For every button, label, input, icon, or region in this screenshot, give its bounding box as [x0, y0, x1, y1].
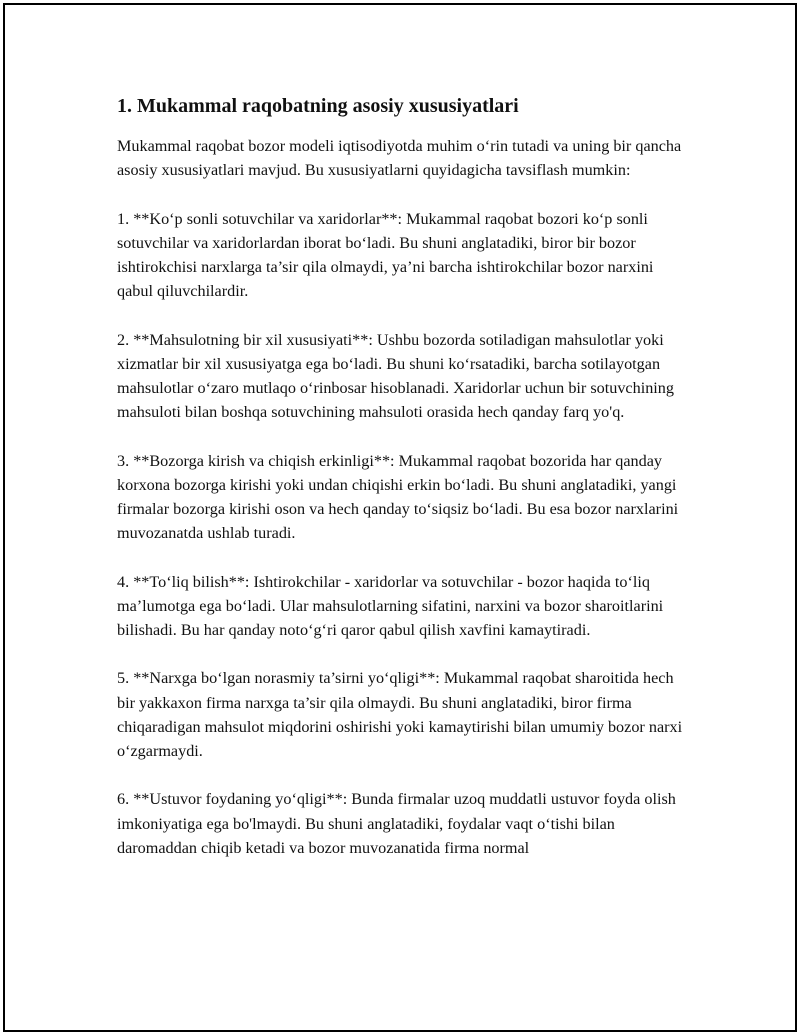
document-body [117, 92, 687, 884]
list-item: 4. **To‘liq bilish**: Ishtirokchilar - xaridorlar va sotuvchilar - bozor haqida to‘liq ma’lumotga ega bo‘ladi. Ular mahsulotlarning sifatini, narxini va bozor sharoitlarini bilishadi. Bu har qanday noto‘g‘ri qaror qabul qilish xavfini kamaytiradi. [117, 572, 664, 639]
intro-paragraph: Mukammal raqobat bozor modeli iqtisodiyotda muhim o‘rin tutadi va uning bir qancha asosiy xususiyatlari mavjud. Bu xususiyatlarni quyidagicha tavsiflash mumkin: [117, 137, 682, 180]
list-item: 1. **Ko‘p sonli sotuvchilar va xaridorlar**: Mukammal raqobat bozori ko‘p sonli sotuvchilar va xaridorlardan iborat bo‘ladi. Bu shuni anglatadiki, biror bir bozor ishtirokchisi narxlarga ta’sir qila olmaydi, ya’ni barcha ishtirokchilar bozor narxini qabul qiluvchilardir. [117, 209, 654, 301]
list-item: 5. **Narxga bo‘lgan norasmiy ta’sirni yo‘qligi**: Mukammal raqobat sharoitida hech bir yakkaxon firma narxga ta’sir qila olmaydi. Bu shuni anglatadiki, biror firma chiqaradigan mahsulot miqdorini oshirishi yoki kamaytirishi bilan umumiy bozor narxi o‘zgarmaydi. [117, 669, 683, 760]
list-item: 3. **Bozorga kirish va chiqish erkinligi**: Mukammal raqobat bozorida har qanday korxona bozorga kirishi yoki undan chiqishi erkin bo‘ladi. Bu shuni anglatadiki, yangi firmalar bozorga kirishi oson va hech qanday to‘siqsiz bo‘ladi. Bu esa bozor narxlarini muvozanatda ushlab turadi. [117, 451, 679, 543]
list-item: 2. **Mahsulotning bir xil xususiyati**: Ushbu bozorda sotiladigan mahsulotlar yoki xizmatlar bir xil xususiyatga ega bo‘ladi. Bu shuni ko‘rsatadiki, barcha sotilayotgan mahsulotlar o‘zaro mutlaqo o‘rinbosar hisoblanadi. Xaridorlar uchun bir sotuvchining mahsuloti bilan boshqa sotuvchining mahsuloti orasida hech qanday farq yo'q. [117, 330, 674, 422]
list-item: 6. **Ustuvor foydaning yo‘qligi**: Bunda firmalar uzoq muddatli ustuvor foyda olish imkoniyatiga ega bo'lmaydi. Bu shuni anglatadiki, foydalar vaqt o‘tishi bilan daromaddan chiqib ketadi va bozor muvozanatida firma normal [117, 790, 676, 857]
section-heading: 1. Mukammal raqobatning asosiy xususiyatlari [117, 95, 519, 117]
